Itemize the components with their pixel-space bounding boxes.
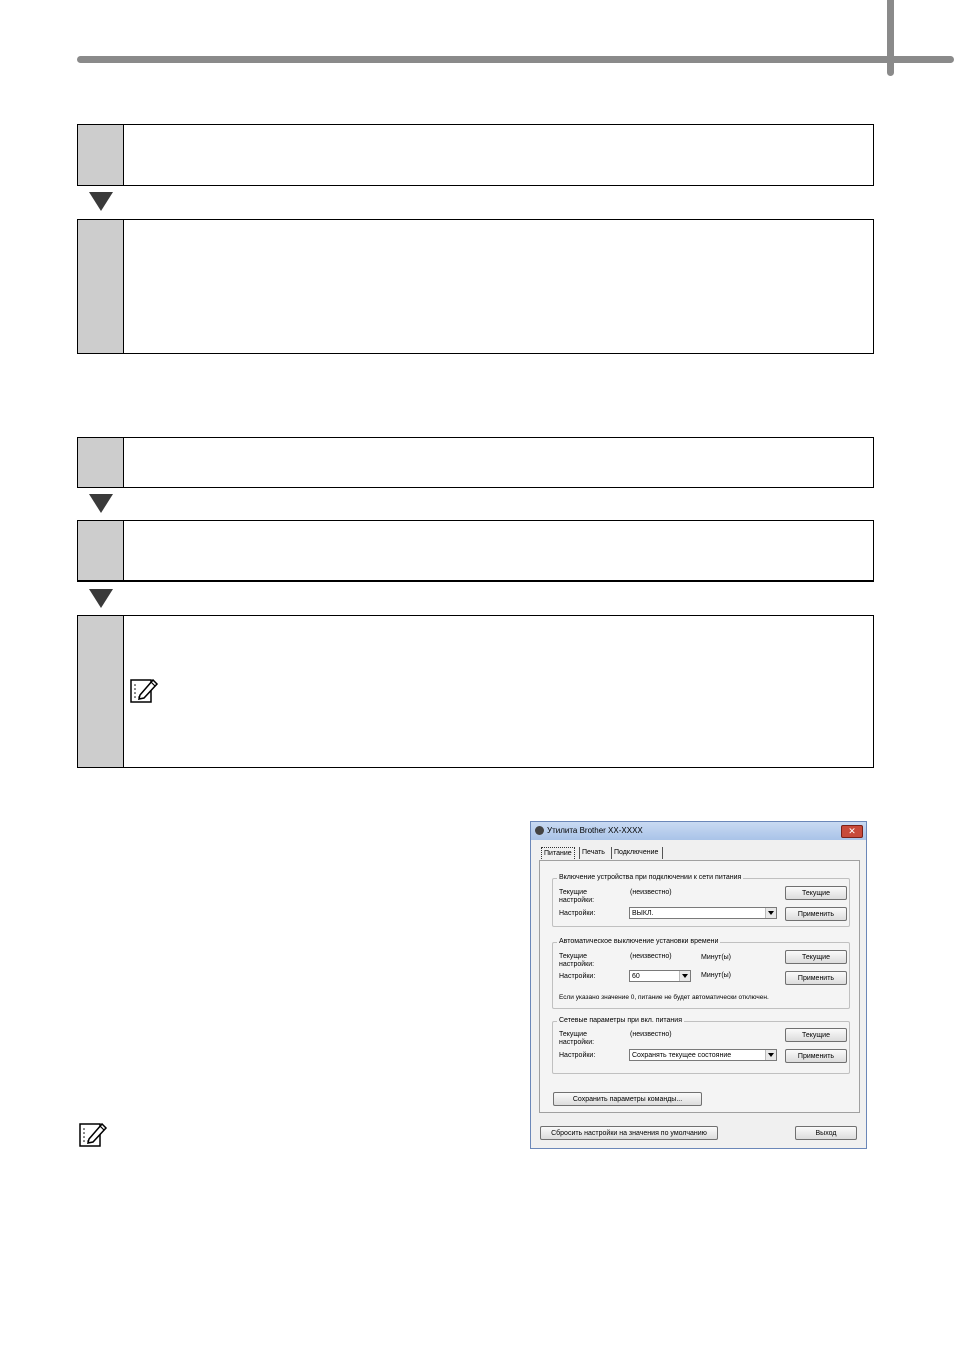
auto-off-select[interactable] [629, 970, 691, 982]
down-arrow-icon [89, 589, 113, 608]
down-arrow-icon [89, 494, 113, 513]
step-number-cell [78, 438, 124, 487]
settings-label: Настройки: [559, 910, 596, 917]
step-number-cell [78, 125, 124, 185]
tab-power[interactable]: Питание [541, 847, 575, 861]
step-number-cell [78, 521, 124, 580]
exit-button[interactable]: Выход [795, 1126, 857, 1140]
save-command-settings-button[interactable]: Сохранить параметры команды... [553, 1092, 702, 1106]
tab-print[interactable]: Печать [579, 847, 607, 859]
step-box-3 [77, 437, 874, 488]
step-box-1 [77, 124, 874, 186]
header-tab-marker [887, 0, 894, 76]
setting-unit-label: Минут(ы) [701, 972, 732, 979]
dialog-title: Утилита Brother XX-XXXX [547, 826, 643, 835]
current-settings-label-2: настройки: [559, 961, 595, 968]
power-on-select[interactable] [629, 907, 777, 919]
down-arrow-icon [89, 192, 113, 211]
power-on-select-value: ВЫКЛ. [632, 910, 654, 917]
step-box-5 [77, 615, 874, 768]
current-settings-label-2: настройки: [559, 897, 595, 904]
settings-label: Настройки: [559, 973, 596, 980]
note-pencil-icon [129, 676, 159, 704]
step-number-cell [78, 220, 124, 353]
settings-label: Настройки: [559, 1052, 596, 1059]
reset-defaults-button[interactable]: Сбросить настройки на значения по умолчанию [540, 1126, 718, 1140]
apply-button[interactable]: Применить [785, 1049, 847, 1063]
group-legend: Включение устройства при подключении к сети питания [559, 874, 742, 881]
tab-separator [662, 847, 663, 859]
auto-off-select-value: 60 [632, 973, 640, 980]
current-unit-label: Минут(ы) [701, 954, 732, 961]
app-icon [535, 826, 544, 835]
utility-dialog [530, 821, 867, 1149]
step-number-cell [78, 616, 124, 767]
chevron-down-icon[interactable] [765, 908, 776, 918]
apply-button[interactable]: Применить [785, 971, 847, 985]
current-button[interactable]: Текущие [785, 950, 847, 964]
current-settings-label: Текущие [559, 953, 587, 960]
current-settings-value: (неизвестно) [630, 953, 672, 960]
group-legend: Автоматическое выключение установки времени [559, 938, 719, 945]
current-settings-value: (неизвестно) [630, 889, 672, 896]
step-box-2 [77, 219, 874, 354]
current-settings-label: Текущие [559, 889, 587, 896]
step-box-4 [77, 520, 874, 582]
chevron-down-icon[interactable] [765, 1050, 776, 1060]
network-settings-select-value: Сохранять текущее состояние [632, 1052, 732, 1059]
current-button[interactable]: Текущие [785, 886, 847, 900]
header-rule [77, 56, 954, 63]
network-settings-select[interactable] [629, 1049, 777, 1061]
dialog-title-bar [531, 822, 866, 840]
current-settings-label: Текущие [559, 1031, 587, 1038]
group-legend: Сетевые параметры при вкл. питания [559, 1017, 683, 1024]
close-icon[interactable]: ✕ [841, 825, 863, 838]
current-button[interactable]: Текущие [785, 1028, 847, 1042]
note-pencil-icon [78, 1120, 108, 1148]
tab-connection[interactable]: Подключение [611, 847, 660, 859]
current-settings-label-2: настройки: [559, 1039, 595, 1046]
chevron-down-icon[interactable] [679, 971, 690, 981]
auto-off-hint: Если указано значение 0, питание не будет автоматически отключен. [559, 994, 769, 1001]
apply-button[interactable]: Применить [785, 907, 847, 921]
current-settings-value: (неизвестно) [630, 1031, 672, 1038]
